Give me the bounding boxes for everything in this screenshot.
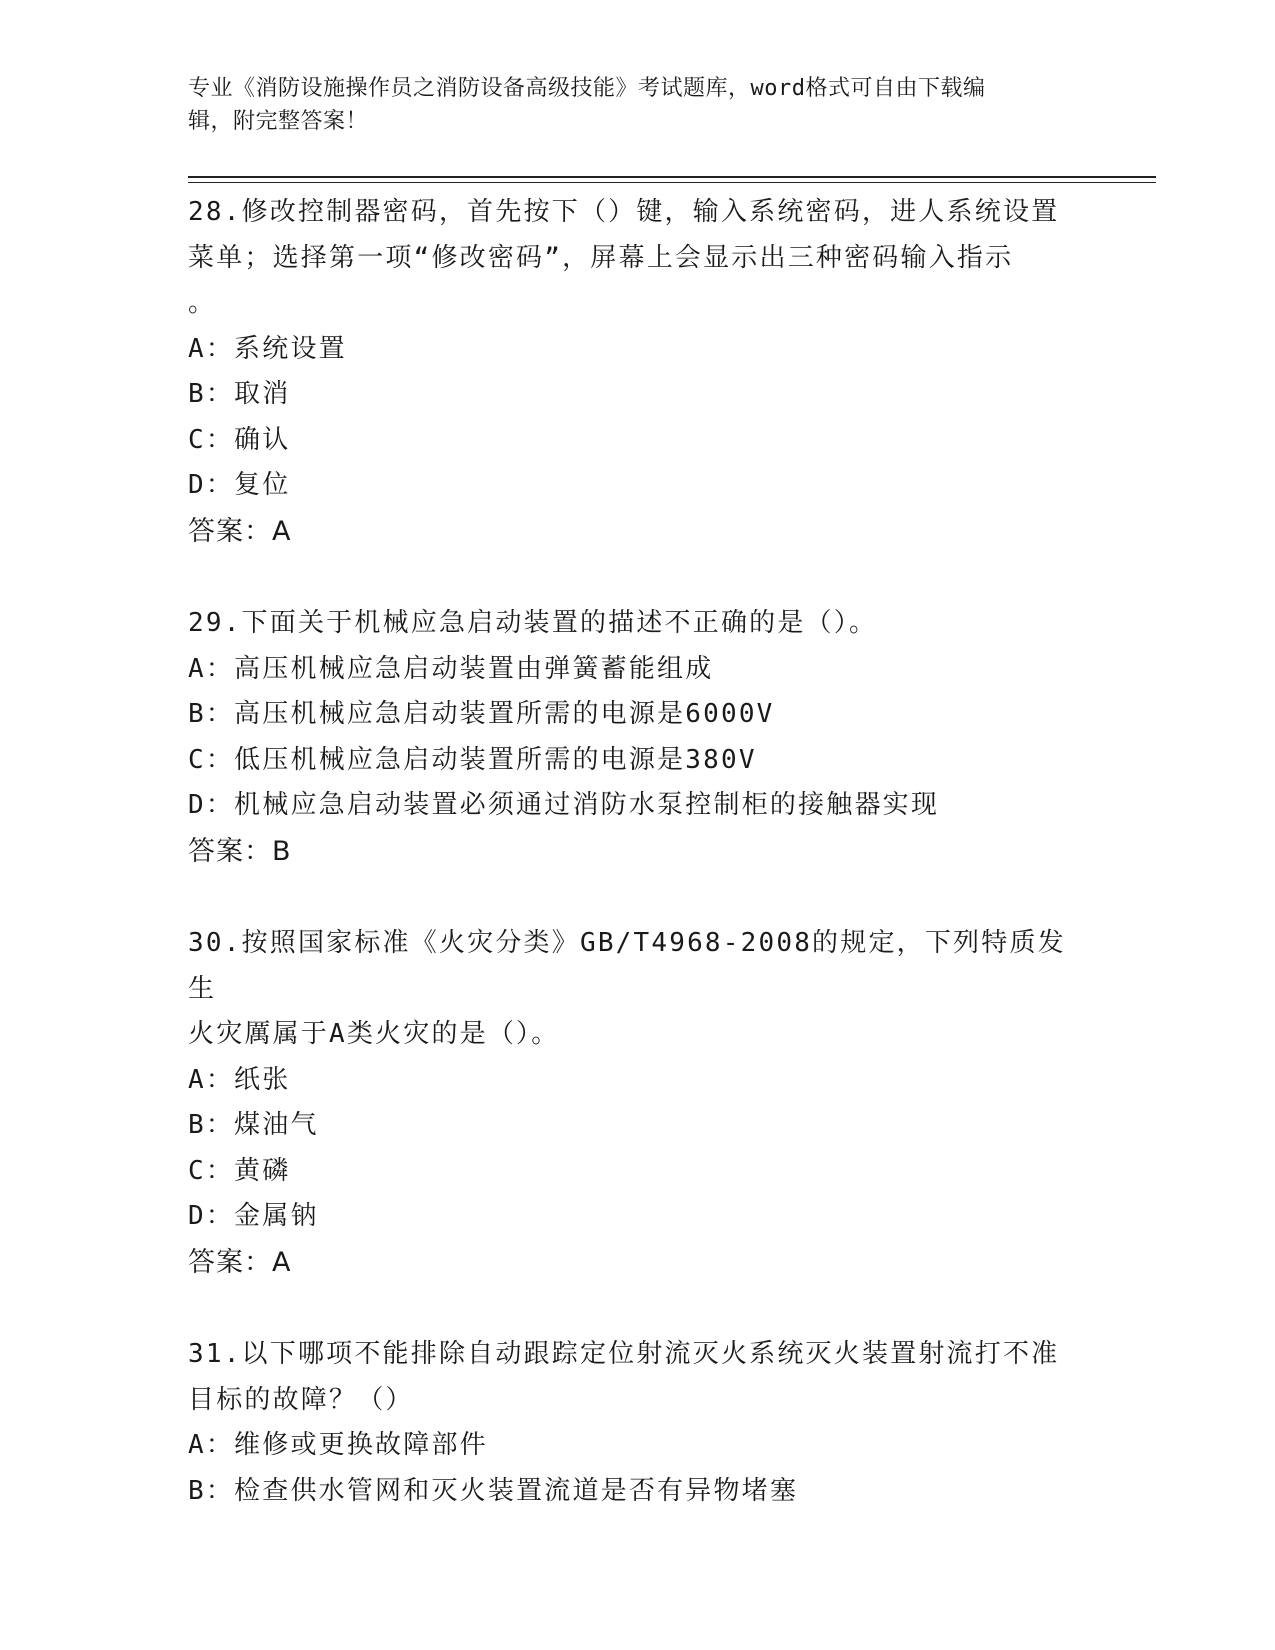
- question-stem-line: 。: [188, 288, 217, 318]
- option-d: D：金属钠: [188, 1201, 319, 1231]
- option-a: A：维修或更换故障部件: [188, 1430, 488, 1460]
- question-spacer: [188, 874, 1088, 921]
- question-list: [188, 190, 1088, 1514]
- option-c: C：确认: [188, 424, 291, 455]
- answer-key: 答案：B: [188, 835, 292, 867]
- option-b: B：煤油气: [188, 1110, 319, 1140]
- answer-key: 答案：A: [188, 515, 292, 547]
- option-c: C：低压机械应急启动装置所需的电源是380V: [188, 744, 757, 775]
- question-stem-line: 火灾厲属于A类火灾的是（）。: [188, 1019, 560, 1049]
- question-stem-line: 31.以下哪项不能排除自动跟踪定位射流灭火系统灭火装置射流打不准: [188, 1339, 1060, 1369]
- option-b: B：高压机械应急启动装置所需的电源是6000V: [188, 699, 775, 729]
- header-line-1: 专业《消防设施操作员之消防设备高级技能》考试题库，word格式可自由下载编: [188, 76, 986, 101]
- question-30: [188, 921, 1088, 1285]
- option-c: C：黄磷: [188, 1155, 291, 1186]
- header-line-2: 辑，附完整答案！: [188, 109, 369, 134]
- document-header: [188, 72, 1068, 138]
- option-d: D：机械应急启动装置必须通过消防水泵控制柜的接触器实现: [188, 790, 940, 820]
- header-divider-thick: [188, 176, 1156, 178]
- question-spacer: [188, 554, 1088, 601]
- question-stem-line: 目标的故障？（）: [188, 1384, 414, 1415]
- header-divider-thin: [188, 182, 1156, 183]
- question-stem-line: 29.下面关于机械应急启动装置的描述不正确的是（）。: [188, 608, 878, 638]
- question-stem-line: 菜单；选择第一项“修改密码”，屏幕上会显示出三种密码输入指示: [188, 242, 1014, 273]
- answer-key: 答案：A: [188, 1246, 292, 1278]
- question-28: [188, 190, 1088, 554]
- question-29: [188, 601, 1088, 874]
- option-b: B：取消: [188, 379, 291, 409]
- option-a: A：纸张: [188, 1064, 291, 1095]
- question-stem-line: 30.按照国家标准《火灾分类》GB/T4968-2008的规定，下列特质发生: [188, 928, 1066, 1004]
- option-a: A：系统设置: [188, 333, 347, 364]
- option-d: D：复位: [188, 470, 291, 500]
- question-stem-line: 28.修改控制器密码，首先按下（）键，输入系统密码，进人系统设置: [188, 197, 1060, 227]
- option-a: A：高压机械应急启动装置由弹簧蓄能组成: [188, 653, 714, 684]
- question-31: [188, 1332, 1088, 1514]
- option-b: B：检查供水管网和灭火装置流道是否有异物堵塞: [188, 1475, 799, 1506]
- question-spacer: [188, 1285, 1088, 1332]
